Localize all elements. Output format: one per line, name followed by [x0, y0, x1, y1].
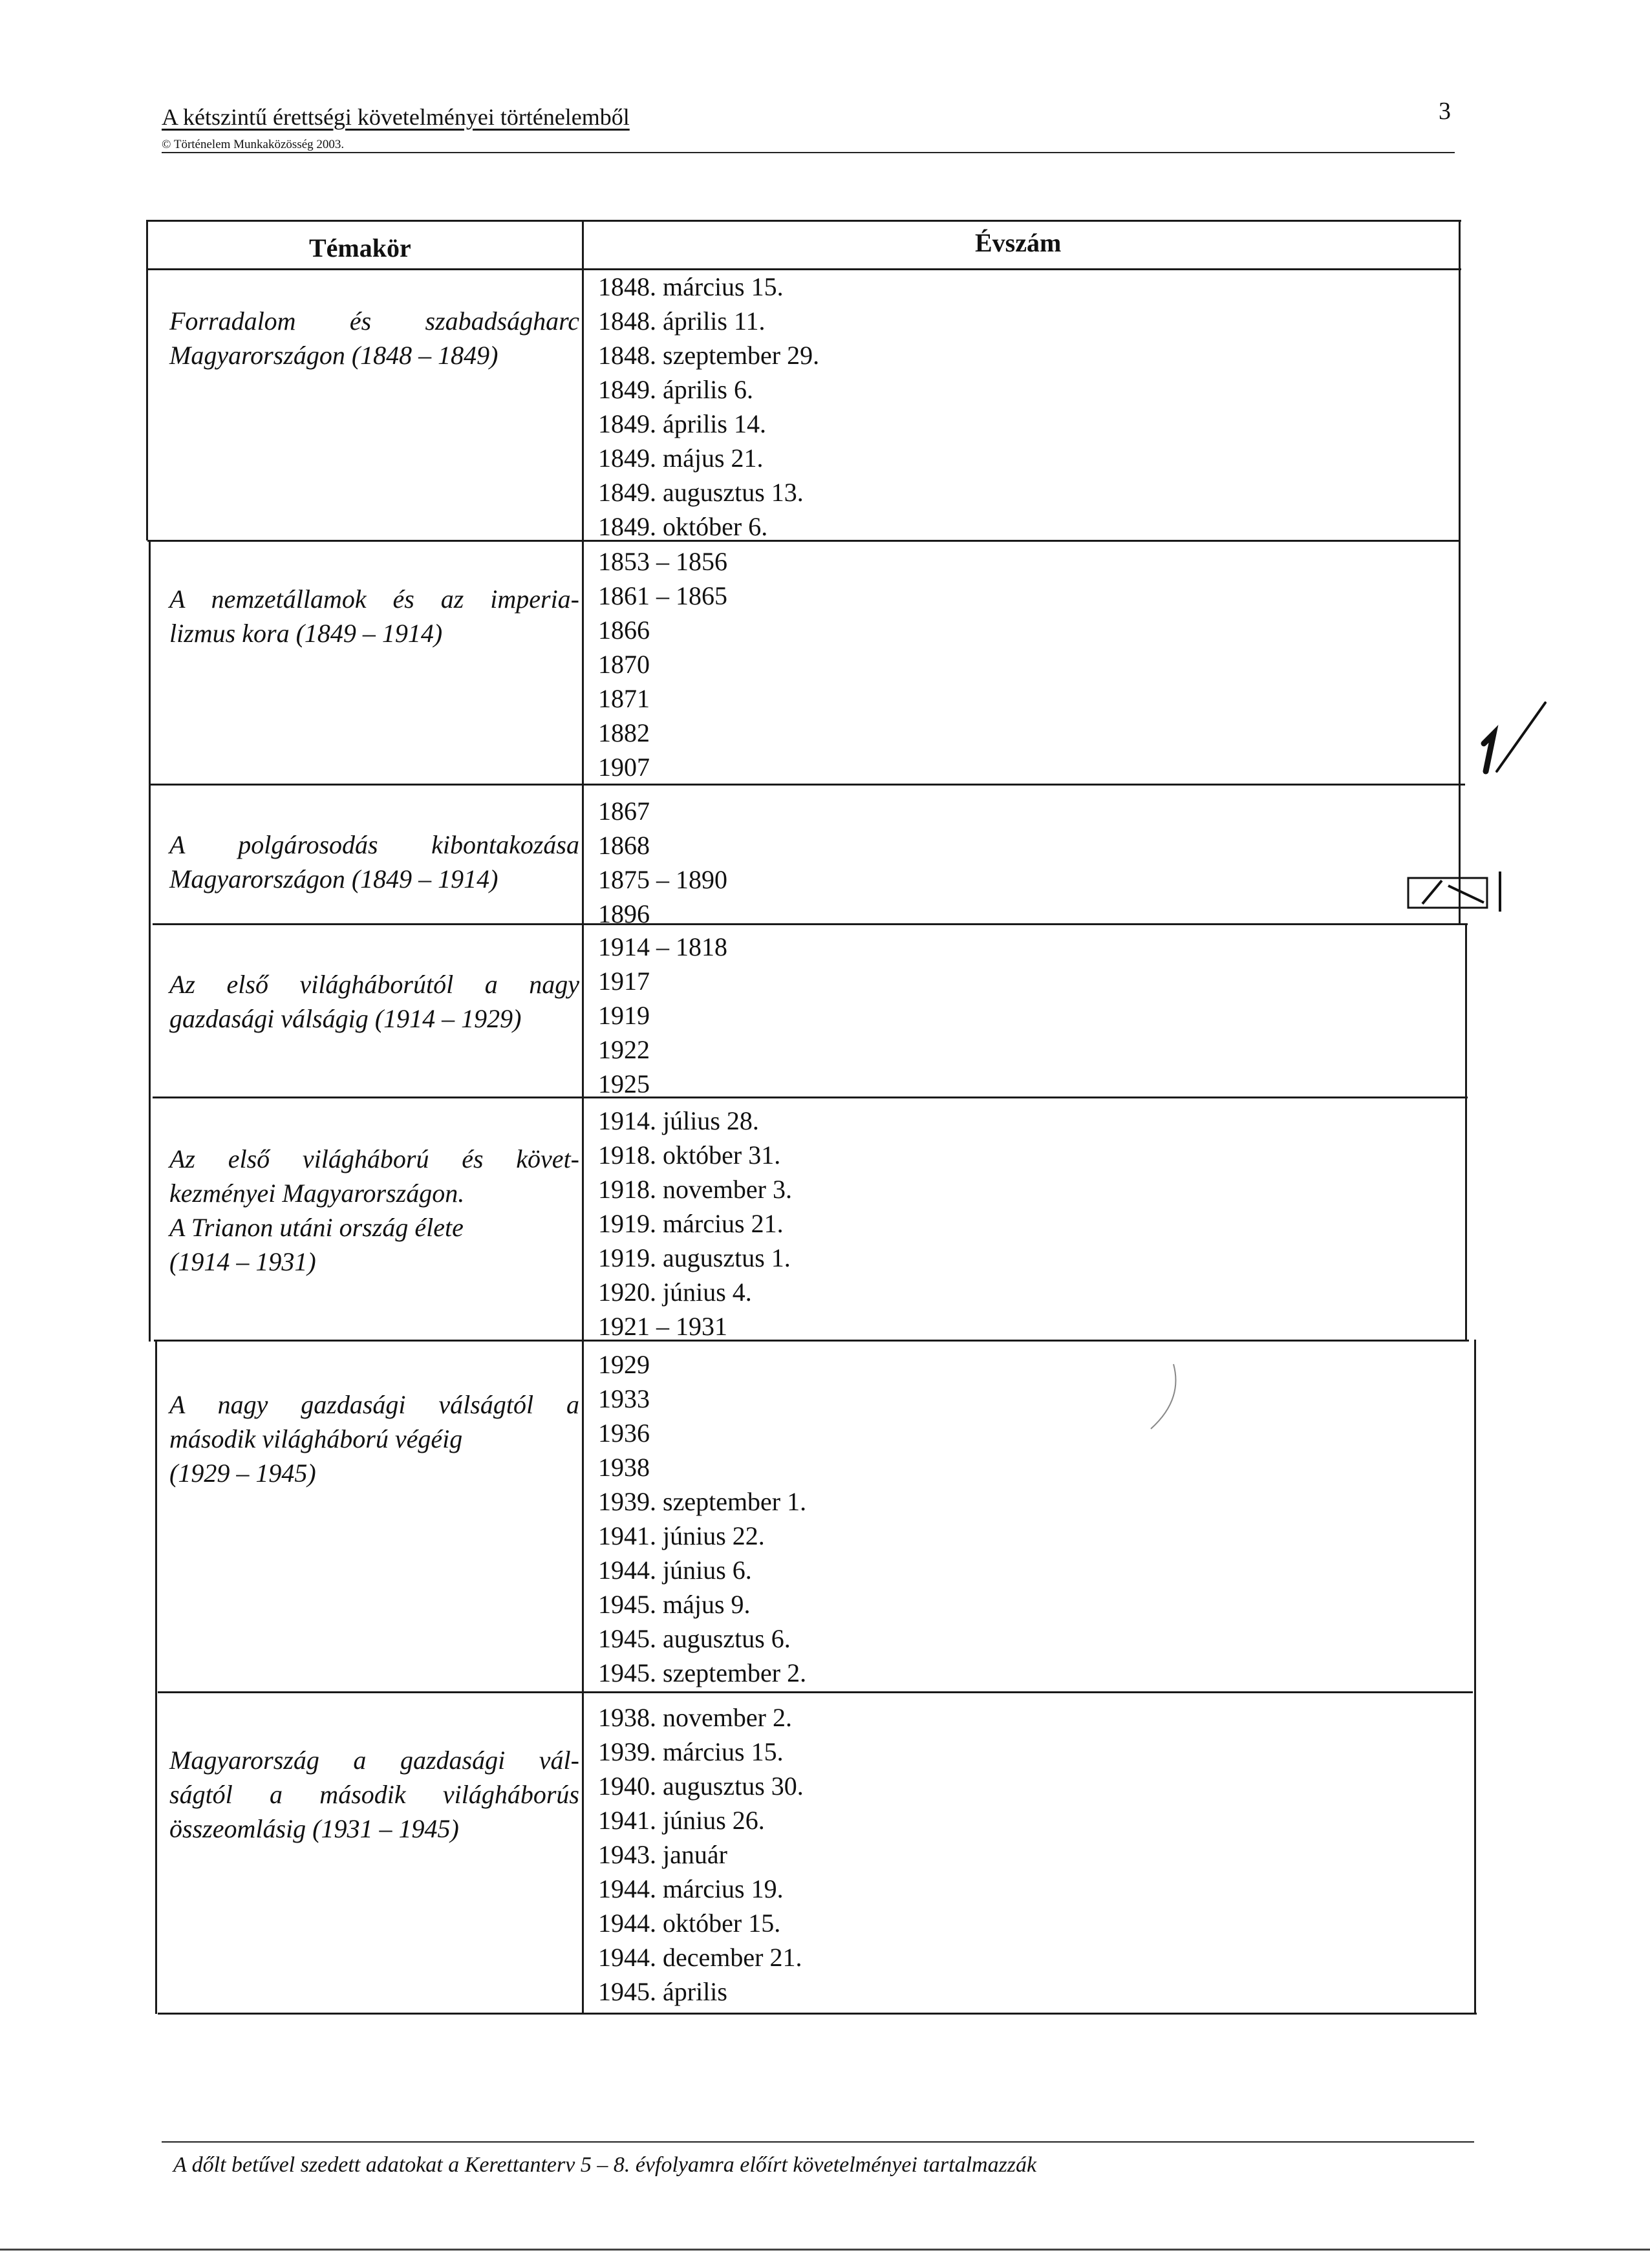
date-item: 1867: [598, 797, 650, 826]
date-item: 1849. május 21.: [598, 444, 764, 473]
row-separator: [153, 1097, 1468, 1098]
date-item: 1849. április 14.: [598, 409, 766, 438]
table-border-left: [155, 1340, 157, 2014]
date-item: 1875 – 1890: [598, 865, 727, 894]
topic-line: A Trianon utáni ország élete: [169, 1213, 464, 1242]
date-item: 1868: [598, 831, 650, 860]
date-item: 1936: [598, 1418, 650, 1448]
date-item: 1866: [598, 615, 650, 645]
topic-line: (1914 – 1931): [169, 1247, 316, 1276]
date-item: 1861 – 1865: [598, 581, 727, 610]
topic-line: lizmus kora (1849 – 1914): [169, 619, 443, 648]
table-row-dates: [598, 544, 727, 784]
table-row-topic: [169, 304, 579, 372]
table-border-bottom: [158, 2013, 1477, 2015]
date-item: 1914. július 28.: [598, 1106, 759, 1135]
date-item: 1896: [598, 899, 650, 928]
table-row-dates: [598, 270, 819, 544]
date-item: 1849. augusztus 13.: [598, 478, 804, 507]
table-row-topic: [169, 1387, 579, 1490]
date-item: 1907: [598, 753, 650, 782]
date-item: 1848. április 11.: [598, 306, 766, 336]
date-item: 1922: [598, 1035, 650, 1064]
date-item: 1944. október 15.: [598, 1909, 781, 1938]
date-item: 1944. június 6.: [598, 1556, 752, 1585]
table-border-left: [146, 220, 148, 540]
row-separator: [150, 784, 1465, 786]
topic-line: (1929 – 1945): [169, 1459, 316, 1488]
date-item: 1941. június 26.: [598, 1806, 765, 1835]
date-item: 1938. november 2.: [598, 1703, 792, 1732]
date-item: 1945. augusztus 6.: [598, 1624, 791, 1653]
date-item: 1939. március 15.: [598, 1737, 784, 1766]
topic-line: A nemzetállamok és az imperia-: [169, 584, 579, 614]
table-row-topic: [169, 828, 579, 896]
table-border-top: [146, 220, 1461, 222]
topic-line: Magyarország a gazdasági vál-: [169, 1746, 579, 1775]
topic-line: Forradalom és szabadságharc: [169, 306, 579, 336]
footer-rule: [162, 2141, 1474, 2143]
date-item: 1849. október 6.: [598, 512, 768, 541]
date-item: 1853 – 1856: [598, 547, 727, 576]
table-border-right: [1474, 1340, 1476, 2014]
date-item: 1919: [598, 1001, 650, 1030]
table-row-dates: [598, 1104, 792, 1343]
date-item: 1870: [598, 650, 650, 679]
topic-line: gazdasági válságig (1914 – 1929): [169, 1004, 522, 1033]
row-separator: [158, 1691, 1473, 1693]
date-item: 1945. szeptember 2.: [598, 1658, 807, 1687]
topic-line: Az első világháborútól a nagy: [169, 970, 579, 999]
table-border-right: [1465, 923, 1467, 1340]
table-row-dates: [598, 930, 727, 1101]
row-separator: [153, 923, 1468, 925]
column-header-topic: Témakör: [309, 233, 411, 262]
date-item: 1925: [598, 1069, 650, 1098]
table-border-left: [149, 540, 151, 1342]
pencil-curve-mark-icon: [1148, 1361, 1186, 1432]
date-item: 1918. október 31.: [598, 1140, 781, 1170]
date-item: 1941. június 22.: [598, 1521, 765, 1550]
table-row-topic: [169, 967, 579, 1036]
date-item: 1919. március 21.: [598, 1209, 784, 1238]
date-item: 1918. november 3.: [598, 1175, 792, 1204]
handwritten-checkmark-icon: [1468, 695, 1571, 779]
table-row-dates: [598, 1347, 806, 1690]
date-item: 1945. május 9.: [598, 1590, 751, 1619]
date-item: 1848. március 15.: [598, 272, 784, 301]
page-number: 3: [1439, 98, 1451, 125]
topic-line: A polgárosodás kibontakozása: [169, 830, 579, 859]
header-copyright: © Történelem Munkaközösség 2003.: [162, 138, 345, 151]
date-item: 1920. június 4.: [598, 1278, 752, 1307]
date-item: 1944. december 21.: [598, 1943, 802, 1972]
date-item: 1929: [598, 1350, 650, 1379]
date-item: 1939. szeptember 1.: [598, 1487, 807, 1516]
topic-line: A nagy gazdasági válságtól a: [169, 1390, 579, 1419]
date-item: 1921 – 1931: [598, 1312, 727, 1341]
table-row-dates: [598, 794, 727, 931]
date-item: 1914 – 1818: [598, 932, 727, 961]
topic-line: Az első világháború és követ-: [169, 1144, 579, 1173]
header-rule: [162, 152, 1455, 153]
table-row-dates: [598, 1700, 804, 2009]
topic-line: kezményei Magyarországon.: [169, 1179, 465, 1208]
topic-line: ságtól a második világháborús: [169, 1780, 579, 1809]
date-item: 1938: [598, 1453, 650, 1482]
header-title: A kétszintű érettségi követelményei történelemből: [162, 104, 630, 130]
date-item: 1848. szeptember 29.: [598, 341, 820, 370]
date-item: 1919. augusztus 1.: [598, 1243, 791, 1272]
date-item: 1943. január: [598, 1840, 727, 1869]
topic-line: Magyarországon (1849 – 1914): [169, 864, 498, 893]
date-item: 1917: [598, 967, 650, 996]
table-border-right: [1459, 220, 1461, 925]
topic-line: összeomlásig (1931 – 1945): [169, 1814, 459, 1843]
date-item: 1933: [598, 1384, 650, 1413]
date-item: 1882: [598, 718, 650, 747]
topic-line: második világháború végéig: [169, 1424, 463, 1453]
date-item: 1944. március 19.: [598, 1874, 784, 1903]
date-item: 1849. április 6.: [598, 375, 753, 404]
date-item: 1871: [598, 684, 650, 713]
topic-line: Magyarországon (1848 – 1849): [169, 341, 498, 370]
column-divider: [582, 220, 584, 2014]
scan-edge-line: [0, 2249, 1650, 2251]
table-row-topic: [169, 1743, 579, 1846]
column-header-year: Évszám: [975, 228, 1062, 257]
date-item: 1945. április: [598, 1977, 727, 2006]
table-row-topic: [169, 1142, 579, 1279]
date-item: 1940. augusztus 30.: [598, 1771, 804, 1801]
table-row-topic: [169, 582, 579, 650]
handwritten-box-mark-icon: [1403, 866, 1513, 918]
row-separator: [154, 1340, 1469, 1342]
footer-note: A dőlt betűvel szedett adatokat a Kerettanterv 5 – 8. évfolyamra előírt követelményei tartalmazzák: [173, 2153, 1037, 2177]
